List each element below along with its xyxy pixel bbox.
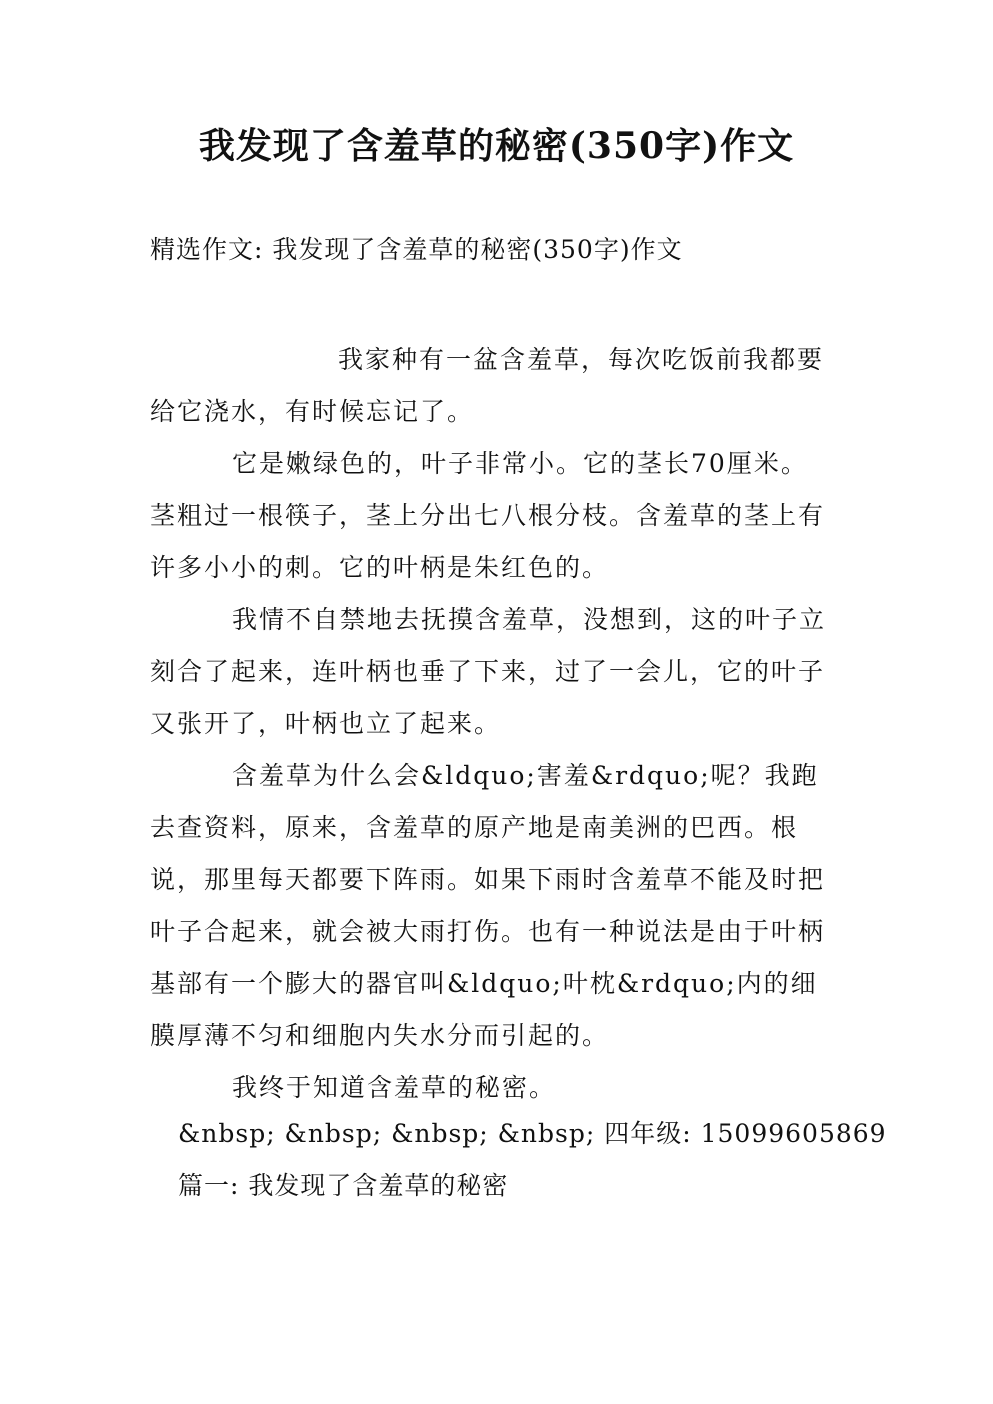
paragraph-1: 我家种有一盆含羞草，每次吃饭前我都要给它浇水，有时候忘记了。 xyxy=(150,345,825,426)
subtitle: 精选作文: 我发现了含羞草的秘密(350字)作文 xyxy=(150,235,683,264)
paragraph-3: 我情不自禁地去抚摸含羞草，没想到，这的叶子立刻合了起来，连叶柄也垂了下来，过了一会儿，它的叶子又张开了，叶柄也立了起来。 xyxy=(150,605,827,738)
essay-body xyxy=(150,334,830,1114)
author-line: &nbsp; &nbsp; &nbsp; &nbsp; 四年级: 15099605869 xyxy=(178,1119,887,1148)
paragraph-4: 含羞草为什么会&ldquo;害羞&rdquo;呢？我跑去查资料，原来，含羞草的原产地是南美洲的巴西。根说，那里每天都要下阵雨。如果下雨时含羞草不能及时把叶子合起来，就会被大雨打伤。也有一种说法是由于叶柄基部有一个膨大的器官叫&ldquo;叶枕&rdquo;内的细膜厚薄不匀和细胞内失水分而引起的。 xyxy=(150,761,826,1050)
paragraph-2: 它是嫩绿色的，叶子非常小。它的茎长70厘米。茎粗过一根筷子，茎上分出七八根分枝。含羞草的茎上有许多小小的刺。它的叶柄是朱红色的。 xyxy=(150,449,826,582)
page-title: 我发现了含羞草的秘密(350字)作文 xyxy=(198,125,795,167)
next-section-heading: 篇一: 我发现了含羞草的秘密 xyxy=(178,1171,509,1200)
paragraph-5: 我终于知道含羞草的秘密。 xyxy=(232,1073,557,1102)
